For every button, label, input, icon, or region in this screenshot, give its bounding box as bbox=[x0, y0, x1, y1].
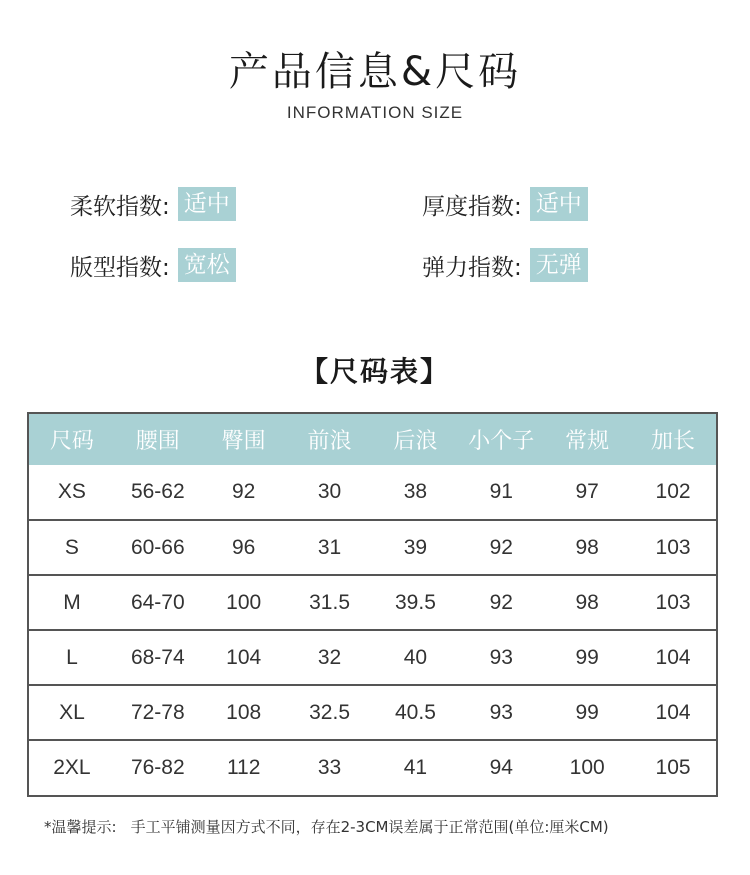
table-cell: 2XL bbox=[53, 756, 91, 779]
table-cell: 103 bbox=[655, 535, 691, 559]
table-row bbox=[29, 740, 716, 795]
table-cell: 76-82 bbox=[130, 756, 185, 779]
column-header: 腰围 bbox=[135, 429, 180, 454]
table-row bbox=[29, 630, 716, 685]
table-cell: XS bbox=[57, 480, 86, 503]
table-cell: 112 bbox=[226, 756, 261, 779]
table-cell: 64-70 bbox=[130, 590, 185, 614]
table-cell: 56-62 bbox=[130, 480, 185, 503]
table-cell: 39 bbox=[403, 535, 428, 559]
table-cell: 32 bbox=[317, 645, 342, 669]
attribute-label: 厚度指数: bbox=[422, 193, 522, 220]
table-cell: 104 bbox=[655, 645, 691, 669]
attribute-value-badge: 适中 bbox=[530, 187, 588, 221]
attribute-thickness bbox=[422, 187, 588, 221]
table-cell: 68-74 bbox=[130, 645, 185, 669]
table-cell: S bbox=[64, 535, 79, 559]
table-row bbox=[29, 575, 716, 630]
table-cell: 72-78 bbox=[130, 700, 185, 724]
column-header: 臀围 bbox=[221, 429, 266, 454]
attribute-label: 弹力指数: bbox=[422, 254, 522, 281]
table-cell: 99 bbox=[575, 645, 599, 669]
measurement-note bbox=[44, 816, 609, 837]
table-cell: 92 bbox=[232, 480, 256, 503]
table-cell: M bbox=[63, 590, 81, 614]
attribute-softness bbox=[70, 187, 236, 221]
table-row bbox=[29, 520, 716, 575]
table-cell: 96 bbox=[232, 535, 256, 559]
attribute-elasticity bbox=[422, 248, 588, 282]
table-cell: 33 bbox=[317, 756, 342, 779]
table-cell: 40 bbox=[403, 645, 428, 669]
table-cell: 31.5 bbox=[309, 590, 350, 614]
attribute-label: 柔软指数: bbox=[70, 193, 170, 220]
table-cell: 99 bbox=[575, 700, 599, 724]
table-cell: 105 bbox=[655, 756, 691, 779]
table-cell: 98 bbox=[575, 535, 599, 559]
table-cell: 39.5 bbox=[395, 590, 436, 614]
note-label: *温馨提示: bbox=[44, 818, 117, 836]
column-header: 加长 bbox=[651, 429, 696, 454]
table-cell: 92 bbox=[489, 535, 513, 559]
table-cell: 41 bbox=[403, 756, 428, 779]
attribute-value-badge: 宽松 bbox=[178, 248, 236, 282]
table-header-row bbox=[29, 414, 716, 465]
attribute-value-badge: 无弹 bbox=[530, 248, 588, 282]
table-cell: 103 bbox=[655, 590, 691, 614]
size-table-title: 【尺码表】 bbox=[299, 355, 450, 388]
table-cell: 30 bbox=[317, 480, 342, 503]
table-cell: 100 bbox=[569, 756, 605, 779]
table-row bbox=[29, 465, 716, 520]
table-cell: 98 bbox=[575, 590, 599, 614]
column-header: 常规 bbox=[565, 429, 610, 454]
attribute-value-badge: 适中 bbox=[178, 187, 236, 221]
table-cell: 93 bbox=[489, 700, 513, 724]
table-cell: 32.5 bbox=[309, 700, 350, 724]
table-cell: 94 bbox=[489, 756, 513, 779]
page-title: 产品信息&尺码 bbox=[228, 49, 522, 95]
table-cell: 31 bbox=[317, 535, 342, 559]
column-header: 后浪 bbox=[393, 429, 438, 454]
size-table bbox=[27, 412, 718, 797]
page-subtitle: INFORMATION SIZE bbox=[286, 103, 464, 122]
column-header: 前浪 bbox=[307, 429, 352, 454]
table-cell: 92 bbox=[489, 590, 513, 614]
table-cell: 108 bbox=[226, 700, 262, 724]
attribute-fit bbox=[70, 248, 236, 282]
table-cell: 97 bbox=[575, 480, 599, 503]
table-cell: 104 bbox=[226, 645, 262, 669]
table-cell: 40.5 bbox=[395, 700, 436, 724]
table-cell: 93 bbox=[489, 645, 513, 669]
table-cell: 38 bbox=[403, 480, 428, 503]
table-cell: XL bbox=[59, 700, 85, 724]
table-cell: L bbox=[66, 645, 78, 669]
table-cell: 102 bbox=[655, 480, 691, 503]
column-header: 小个子 bbox=[468, 429, 535, 454]
table-cell: 100 bbox=[226, 590, 262, 614]
table-cell: 104 bbox=[655, 700, 691, 724]
note-text: 手工平铺测量因方式不同，存在2-3CM误差属于正常范围(单位:厘米CM) bbox=[130, 818, 609, 836]
attribute-label: 版型指数: bbox=[70, 254, 170, 281]
table-cell: 91 bbox=[489, 480, 513, 503]
table-row bbox=[29, 685, 716, 740]
column-header: 尺码 bbox=[49, 429, 94, 454]
table-cell: 60-66 bbox=[130, 535, 185, 559]
